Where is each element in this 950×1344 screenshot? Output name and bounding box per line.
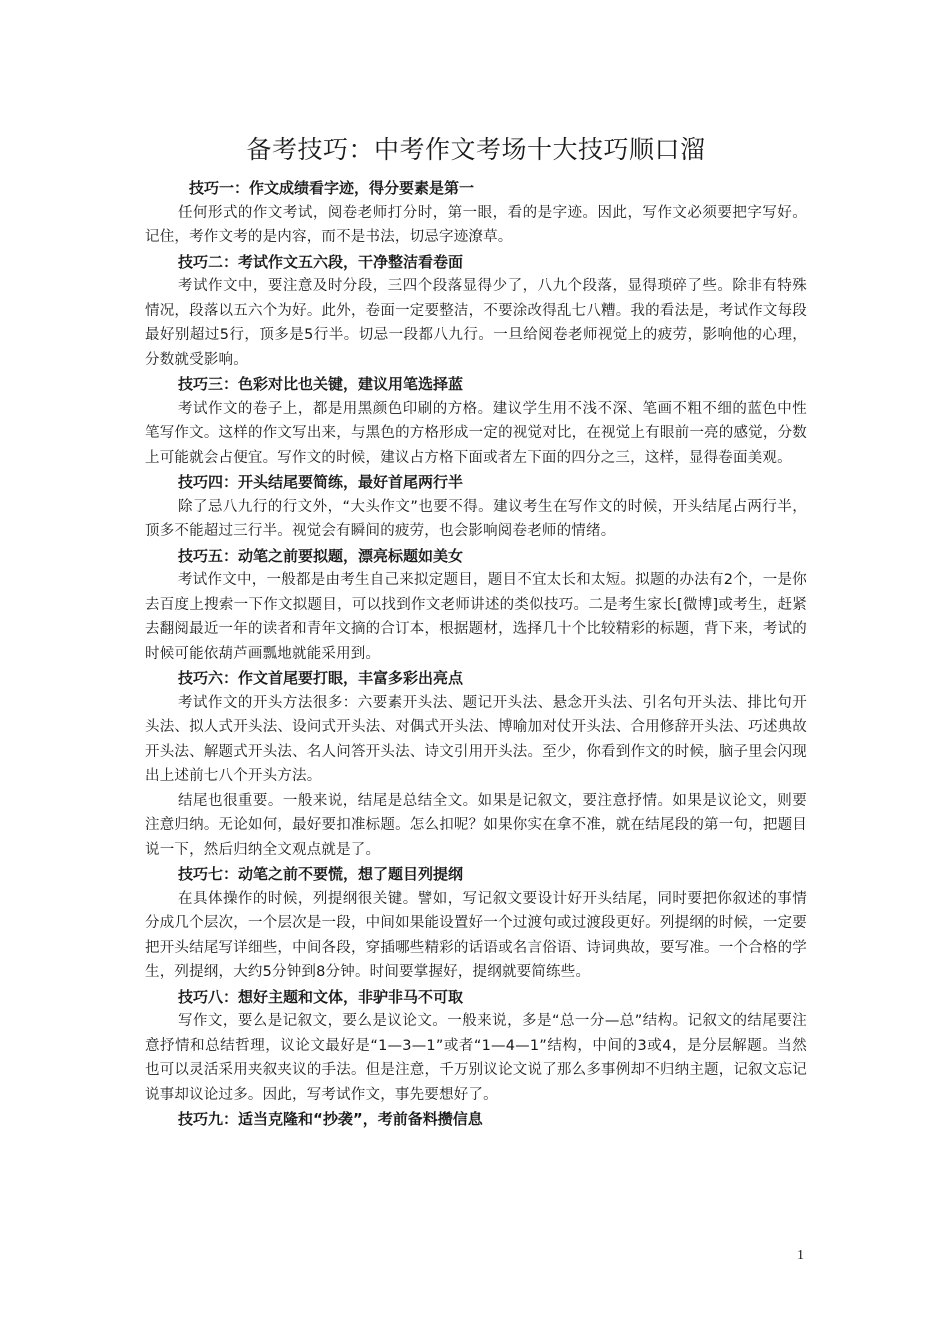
section-1-paragraph-1: 任何形式的作文考试，阅卷老师打分时，第一眼，看的是字迹。因此，写作文必须要把字写好。记住，考作文考的是内容，而不是书法，切忌字迹潦草。 bbox=[145, 204, 807, 245]
section-5-paragraph-1: 考试作文中，一般都是由考生自己来拟定题目，题目不宜太长和太短。拟题的办法有2个，一是你去百度上搜索一下作文拟题目，可以找到作文老师讲述的类似技巧。二是考生家长[微博]或考生，赶紧去翻阅最近一年的读者和青年文摘的合订本，根据题材，选择几十个比较精彩的标题，背下来，考试的时候可能依葫芦画瓢地就能采用到。 bbox=[145, 572, 807, 662]
section-2-paragraph-1: 考试作文中，要注意及时分段，三四个段落显得少了，八九个段落，显得琐碎了些。除非有特殊情况，段落以五六个为好。此外，卷面一定要整洁，不要涂改得乱七八糟。我的看法是，考试作文每段最好别超过5行，顶多是5行半。切忌一段都八九行。一旦给阅卷老师视觉上的疲劳，影响他的心理，分数就受影响。 bbox=[145, 278, 807, 368]
section-heading-8: 技巧八：想好主题和文体，非驴非马不可取 bbox=[178, 987, 464, 1006]
section-3-paragraph-1: 考试作文的卷子上，都是用黑颜色印刷的方格。建议学生用不浅不深、笔画不粗不细的蓝色中性笔写作文。这样的作文写出来，与黑色的方格形成一定的视觉对比，在视觉上有眼前一亮的感觉，分数上可能就会占便宜。写作文的时候，建议占方格下面或者左下面的四分之三，这样，显得卷面美观。 bbox=[145, 400, 807, 466]
section-heading-4: 技巧四：开头结尾要简练，最好首尾两行半 bbox=[178, 473, 464, 491]
section-heading-3: 技巧三：色彩对比也关键，建议用笔选择蓝 bbox=[178, 375, 464, 393]
page-title: 备考技巧：中考作文考场十大技巧顺口溜 bbox=[246, 135, 706, 164]
section-6-paragraph-1: 考试作文的开头方法很多：六要素开头法、题记开头法、悬念开头法、引名句开头法、排比句开头法、拟人式开头法、设问式开头法、对偶式开头法、博喻加对仗开头法、合用修辞开头法、巧述典故开头法、解题式开头法、名人问答开头法、诗文引用开头法。至少，你看到作文的时候，脑子里会闪现出上述前七八个开头方法。 bbox=[145, 694, 807, 784]
section-4-paragraph-1: 除了忌八九行的行文外，“大头作文”也要不得。建议考生在写作文的时候，开头结尾占两行半，顶多不能超过三行半。视觉会有瞬间的疲劳，也会影响阅卷老师的情绪。 bbox=[145, 498, 807, 539]
section-heading-1: 技巧一：作文成绩看字迹，得分要素是第一 bbox=[189, 179, 475, 197]
section-heading-9: 技巧九：适当克隆和“抄袭”，考前备料攒信息 bbox=[178, 1110, 483, 1128]
page-number: 1 bbox=[797, 1248, 804, 1263]
section-heading-2: 技巧二：考试作文五六段，干净整洁看卷面 bbox=[178, 252, 464, 271]
section-6-paragraph-2: 结尾也很重要。一般来说，结尾是总结全文。如果是记叙文，要注意抒情。如果是议论文，则要注意归纳。无论如何，最好要扣准标题。怎么扣呢？如果你实在拿不准，就在结尾段的第一句，把题目说一下，然后归纳全文观点就是了。 bbox=[145, 792, 807, 858]
section-8-paragraph-1: 写作文，要么是记叙文，要么是议论文。一般来说，多是“总一分—总”结构。记叙文的结尾要注意抒情和总结哲理，议论文最好是“1—3—1”或者“1—4—1”结构，中间的3或4，是分层解题。当然也可以灵活采用夹叙夹议的手法。但是注意，千万别议论文说了那么多事例却不归纳主题，记叙文忘记说事却议论过多。因此，写考试作文，事先要想好了。 bbox=[145, 1013, 807, 1103]
document-body bbox=[145, 132, 807, 1132]
section-heading-7: 技巧七：动笔之前不要慌，想了题目列提纲 bbox=[178, 865, 464, 883]
section-heading-6: 技巧六：作文首尾要打眼，丰富多彩出亮点 bbox=[178, 669, 464, 687]
section-7-paragraph-1: 在具体操作的时候，列提纲很关键。譬如，写记叙文要设计好开头结尾，同时要把你叙述的事情分成几个层次，一个层次是一段，中间如果能设置好一个过渡句或过渡段更好。列提纲的时候，一定要把开头结尾写详细些，中间各段，穿插哪些精彩的话语或名言俗语、诗词典故，要写准。一个合格的学生，列提纲，大约5分钟到8分钟。时间要掌握好，提纲就要简练些。 bbox=[145, 890, 807, 980]
section-heading-5: 技巧五：动笔之前要拟题，漂亮标题如美女 bbox=[178, 546, 464, 565]
